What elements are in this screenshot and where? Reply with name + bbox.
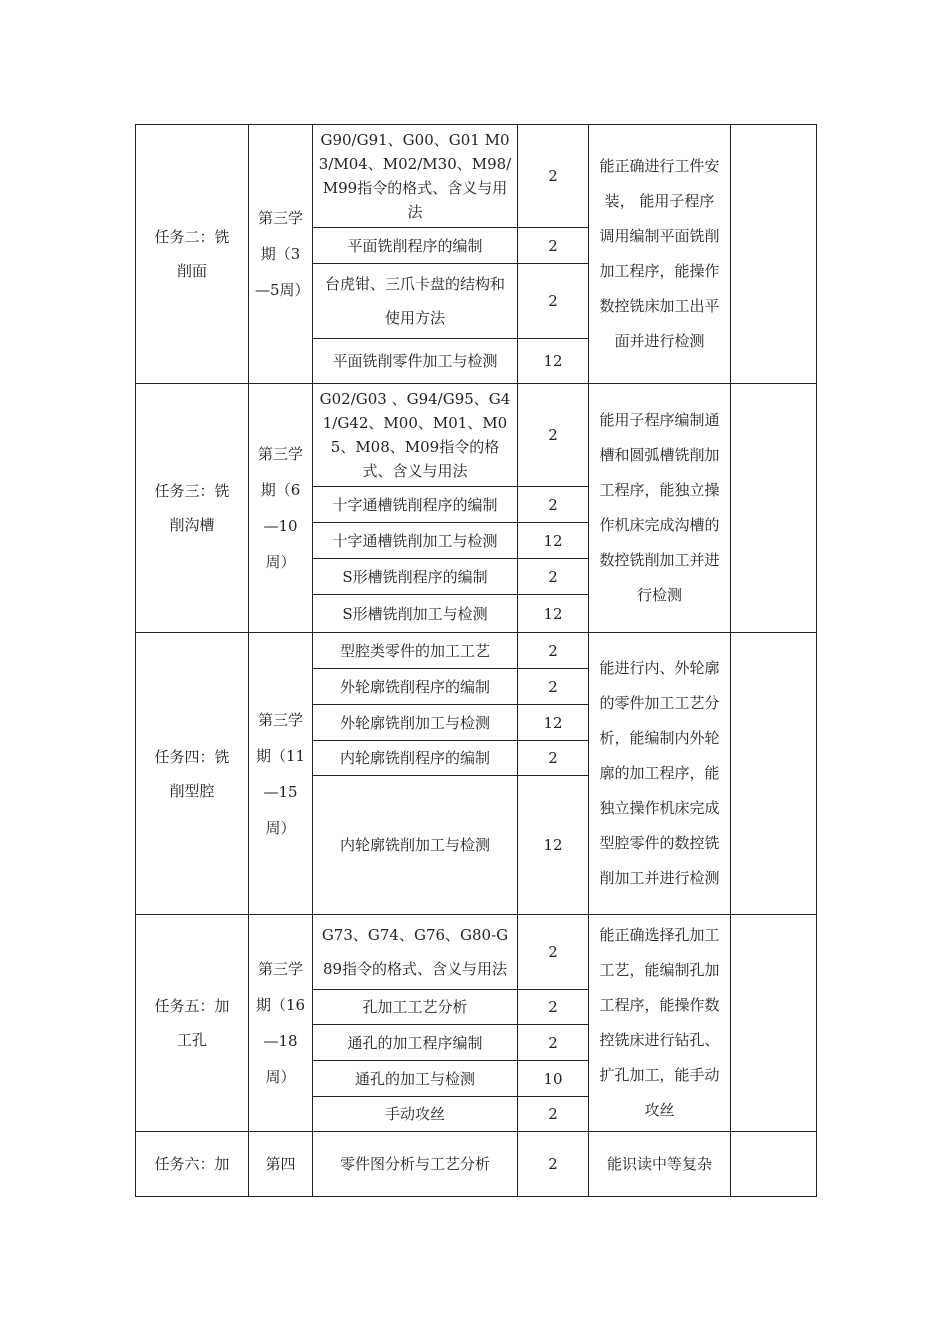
content-cell: 孔加工工艺分析 (313, 990, 518, 1025)
table-row (136, 915, 817, 990)
content-cell: 十字通槽铣削程序的编制 (313, 487, 518, 523)
content-cell: 台虎钳、三爪卡盘的结构和使用方法 (313, 264, 518, 339)
content-cell: S形槽铣削程序的编制 (313, 559, 518, 595)
hours-cell: 12 (518, 595, 589, 633)
hours-cell: 2 (518, 633, 589, 669)
content-cell: 型腔类零件的加工工艺 (313, 633, 518, 669)
hours-cell: 2 (518, 1132, 589, 1197)
hours-cell: 12 (518, 339, 589, 384)
course-task-table (135, 124, 817, 1197)
goal-cell: 能识读中等复杂 (589, 1132, 731, 1197)
period-cell: 第三学期（16—18周） (249, 915, 313, 1132)
task-name-cell: 任务六：加 (136, 1132, 249, 1197)
content-cell: 外轮廓铣削程序的编制 (313, 669, 518, 705)
period-cell: 第四 (249, 1132, 313, 1197)
content-cell: 平面铣削程序的编制 (313, 228, 518, 264)
content-cell: 通孔的加工程序编制 (313, 1025, 518, 1061)
hours-cell: 2 (518, 487, 589, 523)
hours-cell: 2 (518, 264, 589, 339)
content-cell: G90/G91、G00、G01 M03/M04、M02/M30、M98/ M99指令的格式、含义与用法 (313, 125, 518, 228)
remark-cell (731, 384, 817, 633)
content-cell: S形槽铣削加工与检测 (313, 595, 518, 633)
task-name-cell: 任务三：铣削沟槽 (136, 384, 249, 633)
remark-cell (731, 125, 817, 384)
content-cell: 平面铣削零件加工与检测 (313, 339, 518, 384)
task-name-cell: 任务四：铣削型腔 (136, 633, 249, 915)
table-row (136, 125, 817, 228)
hours-cell: 2 (518, 559, 589, 595)
hours-cell: 12 (518, 776, 589, 915)
table-row (136, 1132, 817, 1197)
remark-cell (731, 1132, 817, 1197)
hours-cell: 2 (518, 990, 589, 1025)
table-row (136, 633, 817, 669)
goal-cell: 能用子程序编制通槽和圆弧槽铣削加工程序，能独立操作机床完成沟槽的数控铣削加工并进行检测 (589, 384, 731, 633)
task-name-cell: 任务二：铣削面 (136, 125, 249, 384)
content-cell: 外轮廓铣削加工与检测 (313, 705, 518, 741)
period-cell: 第三学期（11—15周） (249, 633, 313, 915)
task-name-cell: 任务五：加工孔 (136, 915, 249, 1132)
remark-cell (731, 915, 817, 1132)
goal-cell: 能正确进行工件安装， 能用子程序调用编制平面铣削加工程序，能操作数控铣床加工出平面并进行检测 (589, 125, 731, 384)
hours-cell: 2 (518, 228, 589, 264)
period-cell: 第三学期（3—5周） (249, 125, 313, 384)
hours-cell: 2 (518, 1097, 589, 1132)
hours-cell: 2 (518, 384, 589, 487)
content-cell: 内轮廓铣削加工与检测 (313, 776, 518, 915)
goal-cell: 能正确选择孔加工工艺，能编制孔加工程序，能操作数控铣床进行钻孔、扩孔加工，能手动攻丝 (589, 915, 731, 1132)
content-cell: G02/G03 、G94/G95、G41/G42、M00、M01、M05、M08、M09指令的格式、含义与用法 (313, 384, 518, 487)
content-cell: 内轮廓铣削程序的编制 (313, 741, 518, 776)
remark-cell (731, 633, 817, 915)
hours-cell: 12 (518, 705, 589, 741)
content-cell: 零件图分析与工艺分析 (313, 1132, 518, 1197)
hours-cell: 10 (518, 1061, 589, 1097)
hours-cell: 2 (518, 915, 589, 990)
hours-cell: 2 (518, 741, 589, 776)
goal-cell: 能进行内、外轮廓的零件加工工艺分析，能编制内外轮廓的加工程序，能独立操作机床完成型腔零件的数控铣削加工并进行检测 (589, 633, 731, 915)
hours-cell: 2 (518, 1025, 589, 1061)
period-cell: 第三学期（6—10周） (249, 384, 313, 633)
table-row (136, 384, 817, 487)
content-cell: 十字通槽铣削加工与检测 (313, 523, 518, 559)
hours-cell: 2 (518, 125, 589, 228)
content-cell: 通孔的加工与检测 (313, 1061, 518, 1097)
hours-cell: 12 (518, 523, 589, 559)
content-cell: G73、G74、G76、G80-G89指令的格式、含义与用法 (313, 915, 518, 990)
hours-cell: 2 (518, 669, 589, 705)
content-cell: 手动攻丝 (313, 1097, 518, 1132)
